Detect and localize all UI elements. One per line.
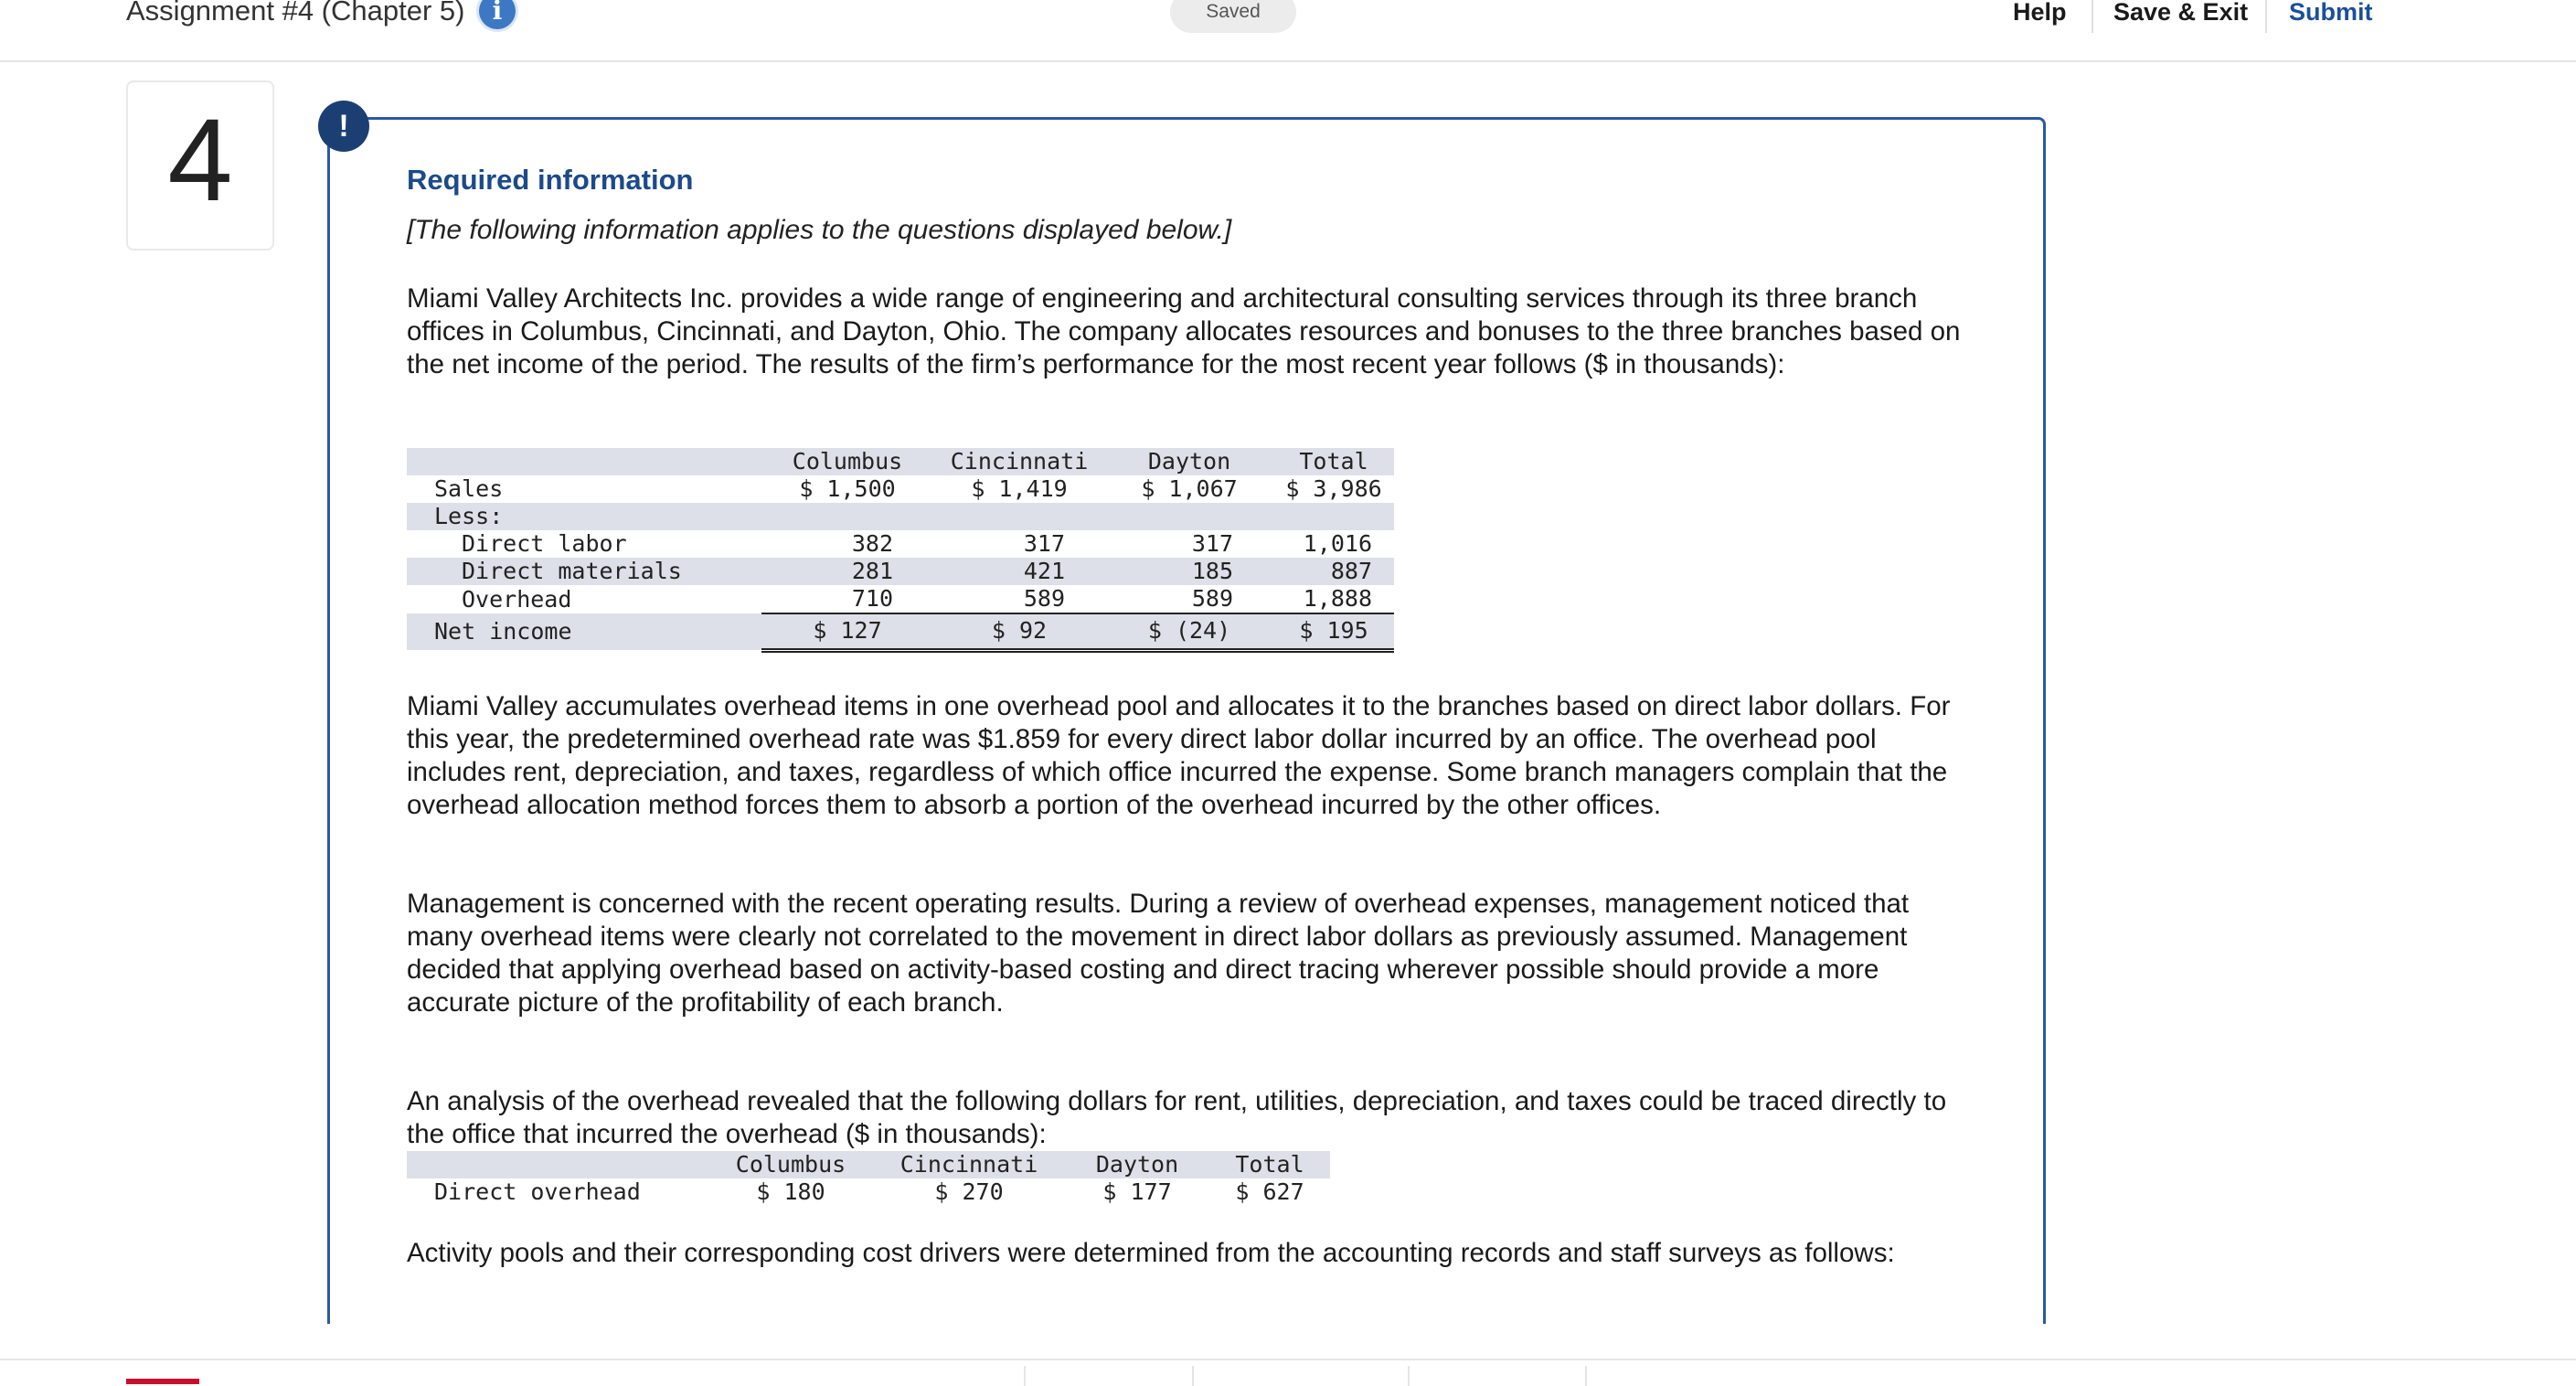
row-label: Sales [434, 475, 504, 502]
cell: $ 1,500 [799, 475, 896, 502]
divider [1585, 1366, 1587, 1386]
row-label: Direct overhead [434, 1178, 641, 1205]
overhead-paragraph: Miami Valley accumulates overhead items in one overhead pool and allocates it to the branches based on direct labor dollars. For this year, the predetermined overhead rate was $1.859 for every direct labor dollar incurred by an office. The overhead pool includes rent, depreciation, and taxes, regardless of which office incurred the expense. Some branch managers complain that the overhead allocation method forces them to absorb a portion of the overhead incurred by the other offices. [407, 691, 1951, 820]
saved-status-badge: Saved [1170, 0, 1296, 33]
cell: 710 [761, 585, 933, 613]
col-header: Columbus [708, 1151, 873, 1178]
intro-paragraph: Miami Valley Architects Inc. provides a wide range of engineering and architectural consulting services through its three branch offices in Columbus, Cincinnati, and Dayton, Ohio. The company allocates resources and bonuses to the three branches based on the net income of the period. The results of the firm’s performance for the most recent year follows ($ in thousands): [407, 283, 1961, 379]
applies-note: [The following information applies to the questions displayed below.] [407, 215, 1232, 245]
row-label: Less: [407, 503, 761, 530]
cell: $ 180 [756, 1178, 825, 1205]
col-header: Cincinnati [873, 1151, 1065, 1178]
question-number-box [126, 80, 274, 251]
save-exit-button[interactable]: Save & Exit [2113, 0, 2249, 26]
cell: $ 1,419 [971, 475, 1068, 502]
row-label: Net income [407, 613, 761, 650]
cell: 589 [1105, 585, 1273, 613]
cell: $ 3,986 [1285, 475, 1382, 502]
table-row [407, 585, 1394, 613]
assignment-title: Assignment #4 (Chapter 5) [126, 0, 465, 27]
col-header: Total [1209, 1151, 1330, 1178]
row-label: Direct materials [407, 558, 761, 585]
col-header: Columbus [761, 448, 933, 475]
cell: 1,016 [1303, 530, 1372, 557]
cell: $ (24) [1105, 613, 1273, 650]
table-row [407, 530, 1394, 558]
required-info-heading: Required information [407, 164, 694, 196]
table-row-total [407, 613, 1394, 650]
divider [1024, 1366, 1026, 1386]
divider [1192, 1366, 1194, 1386]
table-row [407, 475, 1394, 503]
divider [2265, 0, 2267, 33]
cell: $ 127 [761, 613, 933, 650]
income-table [407, 448, 1394, 653]
submit-button[interactable]: Submit [2289, 0, 2373, 26]
table-row [407, 503, 1394, 530]
row-label: Direct labor [462, 530, 627, 557]
table-row [407, 558, 1394, 585]
direct-overhead-table [407, 1151, 1330, 1206]
analysis-paragraph: An analysis of the overhead revealed that the following dollars for rent, utilities, depreciation, and taxes could be traced directly to the office that incurred the overhead ($ in thousands): [407, 1086, 1947, 1149]
help-link[interactable]: Help [2013, 0, 2067, 26]
cell: $ 177 [1102, 1178, 1172, 1205]
activity-paragraph: Activity pools and their corresponding cost drivers were determined from the accounting records and staff surveys as follows: [407, 1238, 1895, 1268]
cell: $ 270 [934, 1178, 1004, 1205]
divider [2092, 0, 2093, 33]
cell: 382 [851, 530, 893, 557]
cell: 421 [933, 558, 1105, 585]
alert-icon: ! [318, 101, 369, 152]
col-header: Total [1273, 448, 1394, 475]
cell: 1,888 [1273, 585, 1394, 613]
table-header-row [407, 1151, 1330, 1178]
cell: 317 [1023, 530, 1065, 557]
top-bar [0, 0, 2576, 62]
required-info-panel [327, 117, 2046, 1324]
row-label: Overhead [462, 585, 572, 613]
cell: 317 [1191, 530, 1233, 557]
cell: $ 627 [1235, 1178, 1304, 1205]
table-row [407, 1178, 1330, 1206]
cell: 281 [761, 558, 933, 585]
progress-indicator [126, 1379, 199, 1384]
cell: 887 [1273, 558, 1394, 585]
question-number: 4 [167, 95, 233, 226]
col-header: Dayton [1105, 448, 1273, 475]
info-icon[interactable]: i [479, 0, 516, 29]
bottom-navigation-bar [0, 1359, 2576, 1386]
cell: $ 195 [1273, 613, 1394, 650]
cell: 589 [933, 585, 1105, 613]
col-header: Dayton [1065, 1151, 1209, 1178]
cell: $ 1,067 [1141, 475, 1238, 502]
col-header: Cincinnati [933, 448, 1105, 475]
cell: 185 [1105, 558, 1273, 585]
management-paragraph: Management is concerned with the recent operating results. During a review of overhead expenses, management noticed that many overhead items were clearly not correlated to the movement in direct labor dollars as previously assumed. Management decided that applying overhead based on activity-based costing and direct tracing wherever possible should provide a more accurate picture of the profitability of each branch. [407, 889, 1910, 1018]
table-header-row [407, 448, 1394, 475]
cell: $ 92 [933, 613, 1105, 650]
divider [1408, 1366, 1410, 1386]
